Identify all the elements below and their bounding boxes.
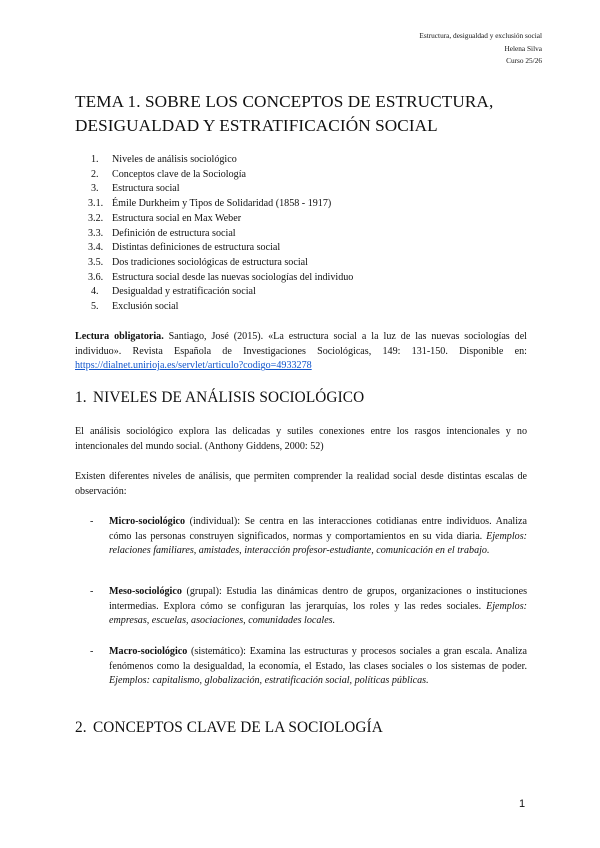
toc-item: 3.1. Émile Durkheim y Tipos de Solidaridad (1858 - 1917) (88, 198, 332, 210)
toc-item: 3.2. Estructura social en Max Weber (88, 212, 242, 224)
reading-citation: Santiago, José (2015). «La estructura social a la luz de las nuevas sociologías del individuo». Revista Española de Investigaciones Sociológicas, 149: 131-150. Disponible en: (75, 331, 527, 357)
toc-item: 3.4. Distintas definiciones de estructura social (88, 242, 281, 254)
document-title: TEMA 1. SOBRE LOS CONCEPTOS DE ESTRUCTURA, DESIGUALDAD Y ESTRATIFICACIÓN SOCIAL (75, 92, 494, 135)
header-author: Helena Silva (504, 43, 542, 53)
toc-item: 3. Estructura social (91, 183, 180, 195)
table-of-contents (88, 153, 353, 315)
toc-item: 4. Desigualdad y estratificación social (91, 286, 256, 298)
bullet-micro: - Micro-sociológico (individual): Se centra en las interacciones cotidianas entre individuos. Analiza cómo las personas construyen significados, normas y comportamientos en su vida diaria. Ejemplos: relaciones familiares, amistades, interacción profesor-estudiante, comunicación en el trabajo. (90, 516, 527, 557)
toc-item: 3.5. Dos tradiciones sociológicas de estructura social (88, 256, 308, 268)
toc-item: 5. Exclusión social (91, 301, 179, 313)
bullet-marker: - (90, 516, 94, 527)
toc-item: 3.3. Definición de estructura social (88, 227, 236, 239)
giddens-quote: El análisis sociológico explora las delicadas y sutiles conexiones entre los rasgos intencionales y no intencionales del mundo social. (Anthony Giddens, 2000: 52) (75, 426, 527, 452)
header-course: Estructura, desigualdad y exclusión social (419, 31, 542, 40)
bullet-marker: - (90, 646, 94, 657)
running-header (419, 30, 542, 68)
bullet-macro: - Macro-sociológico (sistemático): Examina las estructuras y procesos sociales a gran escala. Analiza fenómenos como la desigualdad, la economía, el Estado, las clases sociales o los sistemas de poder. Ejemplos: capitalismo, globalización, estratificación social, políticas públicas. (90, 646, 527, 687)
bullet-meso: - Meso-sociológico (grupal): Estudia las dinámicas dentro de grupos, organizaciones o instituciones intermedias. Explora cómo se configuran las jerarquías, los roles y las redes sociales. Ejemplos: empresas, escuelas, asociaciones, comunidades locales. (90, 586, 527, 627)
page-number: 1 (519, 798, 526, 810)
reading-link[interactable]: https://dialnet.unirioja.es/servlet/articulo?codigo=4933278 (75, 360, 312, 372)
bullet-marker: - (90, 586, 94, 597)
reading-label: Lectura obligatoria. (75, 331, 164, 342)
toc-item: 2. Conceptos clave de la Sociología (91, 168, 246, 180)
levels-intro: Existen diferentes niveles de análisis, que permiten comprender la realidad social desde distintas escalas de observación: (75, 471, 527, 497)
toc-item: 1. Niveles de análisis sociológico (91, 154, 237, 165)
toc-item: 3.6. Estructura social desde las nuevas sociologías del individuo (88, 271, 354, 283)
section-heading-2: 2. CONCEPTOS CLAVE DE LA SOCIOLOGÍA (75, 719, 383, 736)
section-heading-1: 1. NIVELES DE ANÁLISIS SOCIOLÓGICO (75, 389, 365, 406)
required-reading (75, 330, 527, 374)
header-term: Curso 25/26 (506, 56, 542, 65)
